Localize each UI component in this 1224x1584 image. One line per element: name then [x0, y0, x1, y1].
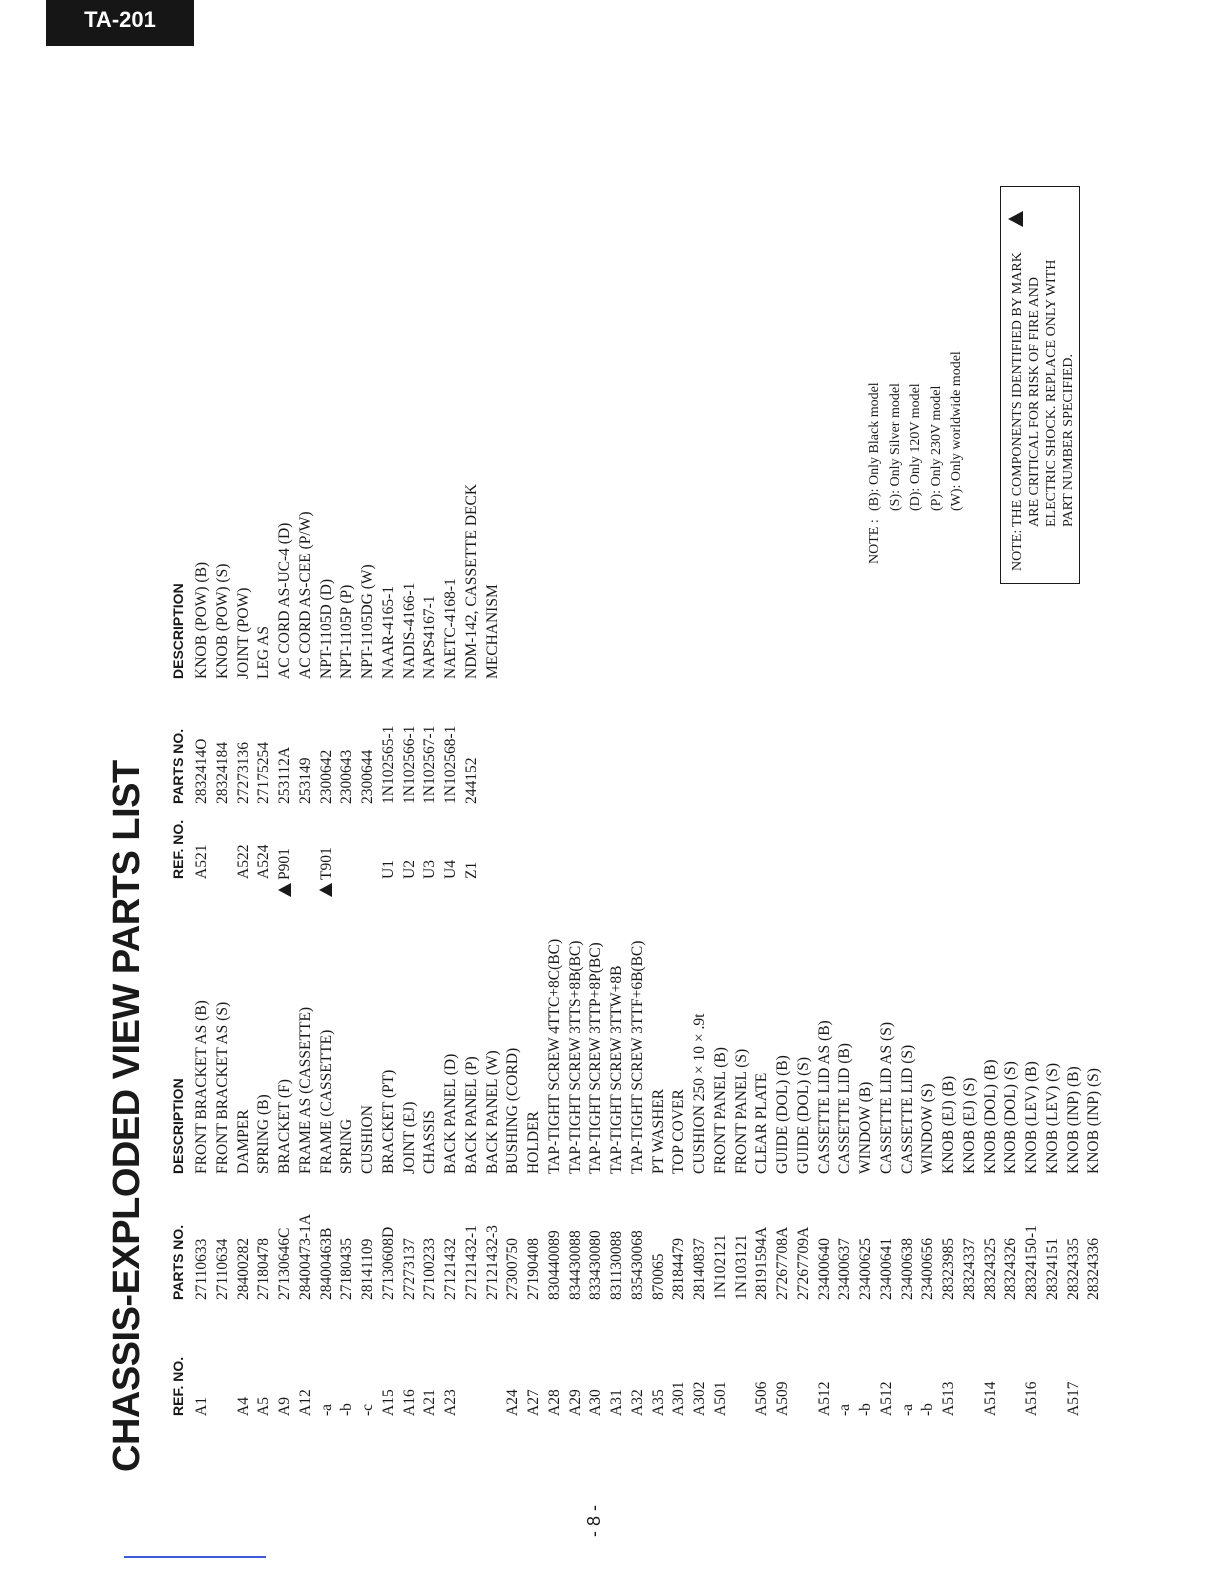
right-parts-table [192, 284, 503, 1584]
table-row [545, 884, 566, 1584]
cell-parts: 831130088 [608, 1230, 625, 1300]
cell-parts: 28324326 [1002, 1238, 1020, 1300]
cell-parts: 27175254 [255, 742, 273, 804]
table-row [898, 884, 919, 1584]
cell-desc: CUSHION 250 × 10 × .9t [691, 1013, 708, 1174]
cell-ref: A517 [1064, 1381, 1082, 1416]
cell-parts: 2300642 [317, 749, 335, 804]
right-col-desc-header: DESCRIPTION [170, 583, 186, 679]
cell-ref: A506 [753, 1381, 771, 1416]
table-row [503, 884, 524, 1584]
table-row [566, 884, 587, 1584]
cell-parts: 28400463B [317, 1227, 335, 1300]
cell-desc: CASSETTE LID AS (S) [877, 1022, 895, 1174]
cell-parts: 27121432 [442, 1238, 459, 1300]
cell-ref: A301 [670, 1381, 688, 1416]
cell-parts: 28324335 [1064, 1238, 1082, 1300]
cell-desc: CHASSIS [421, 1110, 439, 1174]
critical-line [1009, 197, 1026, 571]
note-text: (D): Only 120V model [908, 383, 923, 511]
cell-ref: A9 [276, 1397, 293, 1416]
cell-desc: CLEAR PLATE [753, 1072, 771, 1174]
cell-desc: KNOB (DOL) (S) [1002, 1061, 1020, 1174]
cell-parts: 27180478 [255, 1238, 273, 1300]
ref-text: P901 [276, 848, 293, 880]
cell-desc: NPT-1105D (D) [317, 578, 335, 679]
note-text: (P): Only 230V model [928, 385, 944, 511]
cell-ref: A29 [566, 1389, 584, 1416]
cell-desc: CASSETTE LID (S) [898, 1044, 916, 1174]
table-row [773, 884, 794, 1584]
cell-desc: NPT-1105P (P) [338, 584, 356, 679]
cell-ref: A28 [545, 1389, 563, 1416]
cell-desc: KNOB (DOL) (B) [981, 1059, 999, 1174]
cell-parts: 27130646C [276, 1227, 293, 1300]
cell-ref: A24 [504, 1389, 522, 1416]
table-row [337, 284, 358, 1584]
table-row [358, 284, 379, 1584]
critical-text: THE COMPONENTS IDENTIFIED BY MARK [1010, 252, 1025, 527]
cell-desc: TAP-TIGHT SCREW 3TTW+8B [608, 965, 625, 1174]
page-title: CHASSIS-EXPLODED VIEW PARTS LIST [106, 760, 148, 1472]
cell-ref: Z1 [462, 861, 480, 879]
critical-text: ELECTRIC SHOCK. REPLACE ONLY WITH [1044, 259, 1059, 527]
model-label: TA-201 [84, 7, 156, 32]
cell-ref: A32 [628, 1389, 646, 1416]
cell-parts: 28140837 [691, 1238, 708, 1300]
cell-parts: 28191594A [753, 1226, 771, 1300]
table-row [524, 884, 545, 1584]
cell-desc: WINDOW (B) [857, 1081, 874, 1174]
cell-desc: AC CORD AS-CEE (P/W) [296, 511, 314, 679]
cell-desc: GUIDE (DOL) (B) [774, 1055, 791, 1174]
table-row [1043, 884, 1064, 1584]
cell-desc: MECHANISM [483, 584, 501, 679]
page-number: - 8 - [584, 1504, 604, 1537]
cell-parts: 23400638 [898, 1238, 916, 1300]
cell-ref: U4 [442, 860, 459, 879]
cell-desc: NPT-1105DG (W) [359, 564, 376, 679]
left-col-parts-header: PARTS NO. [170, 1224, 186, 1300]
cell-parts: 27190408 [525, 1238, 542, 1300]
cell-parts: 833430080 [587, 1230, 605, 1300]
right-col-ref-header: REF. NO. [170, 819, 186, 879]
cell-desc: FRONT PANEL (S) [732, 1048, 750, 1174]
table-row [483, 284, 504, 1584]
cell-ref: -b [338, 1403, 356, 1416]
cell-parts: 870065 [649, 1253, 667, 1300]
cell-ref: A512 [877, 1381, 895, 1416]
table-row [732, 884, 753, 1584]
cell-ref: A5 [255, 1397, 273, 1416]
cell-parts: 28324150-1 [1023, 1225, 1040, 1300]
cell-desc: JOINT (POW) [234, 587, 252, 679]
cell-parts: 23400640 [815, 1238, 833, 1300]
cell-ref: A30 [587, 1389, 605, 1416]
table-row [275, 284, 296, 1584]
table-row [296, 284, 317, 1584]
cell-parts: 27130608D [379, 1226, 397, 1300]
note-label: NOTE : [867, 519, 882, 564]
cell-ref: A21 [421, 1389, 439, 1416]
critical-line [1043, 197, 1060, 571]
cell-parts: 830440089 [545, 1230, 563, 1300]
cell-desc: GUIDE (DOL) (S) [794, 1056, 812, 1174]
cell-parts: 27300750 [504, 1238, 522, 1300]
cell-desc: NAPS4167-1 [421, 595, 439, 679]
table-row [1022, 884, 1043, 1584]
cell-parts: 1N102568-1 [442, 725, 459, 804]
table-row [981, 884, 1002, 1584]
table-row [815, 884, 836, 1584]
cell-parts: 23400641 [877, 1238, 895, 1300]
cell-ref: -c [359, 1403, 376, 1416]
table-row [711, 884, 732, 1584]
table-row [649, 884, 670, 1584]
cell-desc: BACK PANEL (W) [483, 1050, 501, 1174]
cell-parts: 27121432-1 [462, 1225, 480, 1300]
cell-ref: A16 [400, 1389, 418, 1416]
cell-desc: NDM-142, CASSETTE DECK [462, 483, 480, 679]
cell-desc: TAP-TIGHT SCREW 3TTS+8B(BC) [566, 940, 584, 1174]
cell-desc: DAMPER [234, 1109, 252, 1174]
cell-desc: FRONT BRACKET AS (B) [193, 1000, 210, 1174]
table-row [1084, 884, 1105, 1584]
cell-ref: A31 [608, 1389, 625, 1416]
cell-parts: 27273137 [400, 1238, 418, 1300]
table-row [192, 284, 213, 1584]
cell-desc: FRONT BRACKET AS (S) [213, 1001, 231, 1174]
cell-desc: HOLDER [525, 1111, 542, 1174]
cell-ref: A509 [774, 1381, 791, 1416]
cell-ref: A514 [981, 1381, 999, 1416]
cell-parts: 1N103121 [732, 1234, 750, 1300]
cell-ref [275, 848, 296, 897]
cell-desc: KNOB (EJ) (B) [940, 1075, 957, 1174]
table-row [1064, 884, 1085, 1584]
table-row [317, 284, 338, 1584]
table-row [794, 884, 815, 1584]
right-col-parts-header: PARTS NO. [170, 728, 186, 804]
cell-desc: TAP-TIGHT SCREW 3TTF+6B(BC) [628, 940, 646, 1174]
cell-ref: -a [317, 1403, 335, 1416]
cell-ref [317, 847, 338, 897]
cell-ref: -a [836, 1403, 854, 1416]
cell-parts: 253112A [276, 746, 293, 804]
cell-parts: 27180435 [338, 1238, 356, 1300]
cell-ref: A513 [940, 1381, 957, 1416]
warning-triangle-icon [1008, 208, 1025, 227]
cell-desc: BACK PANEL (P) [462, 1056, 480, 1174]
cell-desc: BRACKET (PT) [379, 1069, 397, 1174]
table-row [835, 884, 856, 1584]
cell-parts: 834430088 [566, 1230, 584, 1300]
cell-ref: U2 [400, 860, 418, 879]
cell-desc: NADIS-4166-1 [400, 582, 418, 679]
cell-parts: 27110634 [213, 1238, 231, 1300]
cell-ref: A302 [691, 1381, 708, 1416]
critical-text: ARE CRITICAL FOR RISK OF FIRE AND [1027, 277, 1042, 527]
table-row [462, 284, 483, 1584]
cell-desc: SPRING [338, 1118, 356, 1174]
table-row [918, 884, 939, 1584]
table-row [960, 884, 981, 1584]
cell-parts: 1N102121 [711, 1234, 729, 1300]
cell-parts: 28324337 [960, 1238, 978, 1300]
cell-parts: 1N102567-1 [421, 725, 439, 804]
cell-desc: LEG AS [255, 626, 273, 679]
table-row [877, 884, 898, 1584]
table-row [441, 284, 462, 1584]
cell-desc: BUSHING (CORD) [504, 1047, 522, 1174]
critical-text: PART NUMBER SPECIFIED. [1061, 353, 1076, 527]
table-row [586, 884, 607, 1584]
cell-desc: KNOB (INP) (B) [1064, 1066, 1082, 1174]
left-col-ref-header: REF. NO. [170, 1356, 186, 1416]
table-row [607, 884, 628, 1584]
cell-desc: KNOB (LEV) (B) [1023, 1061, 1040, 1174]
cell-desc: KNOB (LEV) (S) [1043, 1062, 1061, 1174]
cell-ref: A27 [525, 1389, 542, 1416]
cell-parts: 244152 [462, 757, 480, 804]
cell-ref: A524 [255, 844, 273, 879]
cell-parts: 253149 [296, 757, 314, 804]
table-row [690, 884, 711, 1584]
cell-parts: 28324325 [981, 1238, 999, 1300]
critical-line [1026, 197, 1043, 571]
cell-ref: -b [857, 1403, 874, 1416]
table-row [752, 884, 773, 1584]
table-row [669, 884, 690, 1584]
cell-ref: -b [919, 1403, 937, 1416]
cell-desc: AC CORD AS-UC-4 (D) [276, 522, 293, 679]
cell-ref: -a [898, 1403, 916, 1416]
cell-parts: 23400625 [857, 1238, 874, 1300]
cell-desc: KNOB (POW) (B) [193, 561, 210, 679]
table-row [234, 284, 255, 1584]
cell-desc: WINDOW (S) [919, 1083, 937, 1174]
cell-desc: KNOB (EJ) (S) [960, 1077, 978, 1174]
cell-desc: KNOB (POW) (S) [213, 563, 231, 679]
warning-triangle-icon [278, 883, 291, 897]
cell-ref: A521 [193, 844, 210, 879]
cell-parts: 27267708A [774, 1226, 791, 1300]
cell-parts: 23400656 [919, 1238, 937, 1300]
cell-parts: 28323985 [940, 1238, 957, 1300]
table-row [939, 884, 960, 1584]
note-text: (B): Only Black model [867, 382, 882, 511]
cell-parts: 2300643 [338, 749, 356, 804]
cell-parts: 28324184 [213, 742, 231, 804]
cell-parts: 28400473-1A [296, 1213, 314, 1300]
cell-ref: A12 [296, 1389, 314, 1416]
table-row [400, 284, 421, 1584]
critical-note-label: NOTE: [1010, 529, 1025, 571]
warning-triangle-icon [319, 883, 332, 897]
cell-desc: FRONT PANEL (B) [711, 1047, 729, 1174]
cell-parts: 27110633 [193, 1238, 210, 1300]
note-text: (S): Only Silver model [887, 383, 903, 511]
table-row [254, 284, 275, 1584]
cell-ref: A512 [815, 1381, 833, 1416]
cell-desc: NAETC-4168-1 [442, 578, 459, 679]
cell-parts: 23400637 [836, 1238, 854, 1300]
table-row [379, 284, 400, 1584]
table-row [628, 884, 649, 1584]
cell-parts: 27100233 [421, 1238, 439, 1300]
cell-parts: 835430068 [628, 1230, 646, 1300]
table-row [420, 284, 441, 1584]
note-text: (W): Only worldwide model [949, 351, 964, 511]
cell-parts: 2832414O [193, 738, 210, 804]
cell-parts: 28141109 [359, 1238, 376, 1300]
cell-ref: U3 [421, 860, 439, 879]
cell-desc: JOINT (EJ) [400, 1101, 418, 1174]
table-row [856, 884, 877, 1584]
cell-desc: CASSETTE LID AS (B) [815, 1020, 833, 1174]
cell-parts: 28324336 [1085, 1238, 1103, 1300]
cell-ref: A501 [711, 1381, 729, 1416]
cell-desc: TAP-TIGHT SCREW 3TTP+8P(BC) [587, 942, 605, 1174]
cell-parts: 1N102566-1 [400, 725, 418, 804]
cell-desc: CUSHION [359, 1105, 376, 1174]
cell-parts: 27121432-3 [483, 1225, 501, 1300]
cell-ref: A35 [649, 1389, 667, 1416]
critical-line [1060, 197, 1077, 571]
cell-parts: 28400282 [234, 1238, 252, 1300]
cell-ref: A4 [234, 1397, 252, 1416]
cell-desc: KNOB (INP) (S) [1085, 1068, 1103, 1174]
cell-desc: TAP-TIGHT SCREW 4TTC+8C(BC) [545, 938, 563, 1174]
cell-desc: PT WASHER [649, 1088, 667, 1174]
cell-ref: A522 [234, 844, 252, 879]
left-col-desc-header: DESCRIPTION [170, 1078, 186, 1174]
cell-parts: 1N102565-1 [379, 725, 397, 804]
cell-ref: A15 [379, 1389, 397, 1416]
cell-desc: FRAME (CASSETTE) [317, 1029, 335, 1174]
footer-rule [124, 1556, 266, 1558]
cell-ref: U1 [379, 860, 397, 879]
cell-desc: CASSETTE LID (B) [836, 1043, 854, 1174]
ref-text: T901 [317, 847, 335, 880]
cell-desc: FRAME AS (CASSETTE) [296, 1006, 314, 1174]
cell-parts: 2300644 [359, 749, 376, 804]
cell-desc: BACK PANEL (D) [442, 1053, 459, 1174]
cell-ref: A516 [1023, 1381, 1040, 1416]
cell-desc: BRACKET (F) [276, 1079, 293, 1174]
cell-desc: NAAR-4165-1 [379, 586, 397, 679]
cell-desc: TOP COVER [670, 1089, 688, 1174]
cell-desc: SPRING (B) [255, 1094, 273, 1174]
cell-parts: 28184479 [670, 1238, 688, 1300]
cell-ref: A1 [193, 1397, 210, 1416]
table-row [1001, 884, 1022, 1584]
critical-components-note [1000, 186, 1080, 584]
cell-parts: 27273136 [234, 742, 252, 804]
cell-parts: 28324151 [1043, 1238, 1061, 1300]
cell-parts: 27267709A [794, 1226, 812, 1300]
table-row [213, 284, 234, 1584]
cell-ref: A23 [442, 1389, 459, 1416]
